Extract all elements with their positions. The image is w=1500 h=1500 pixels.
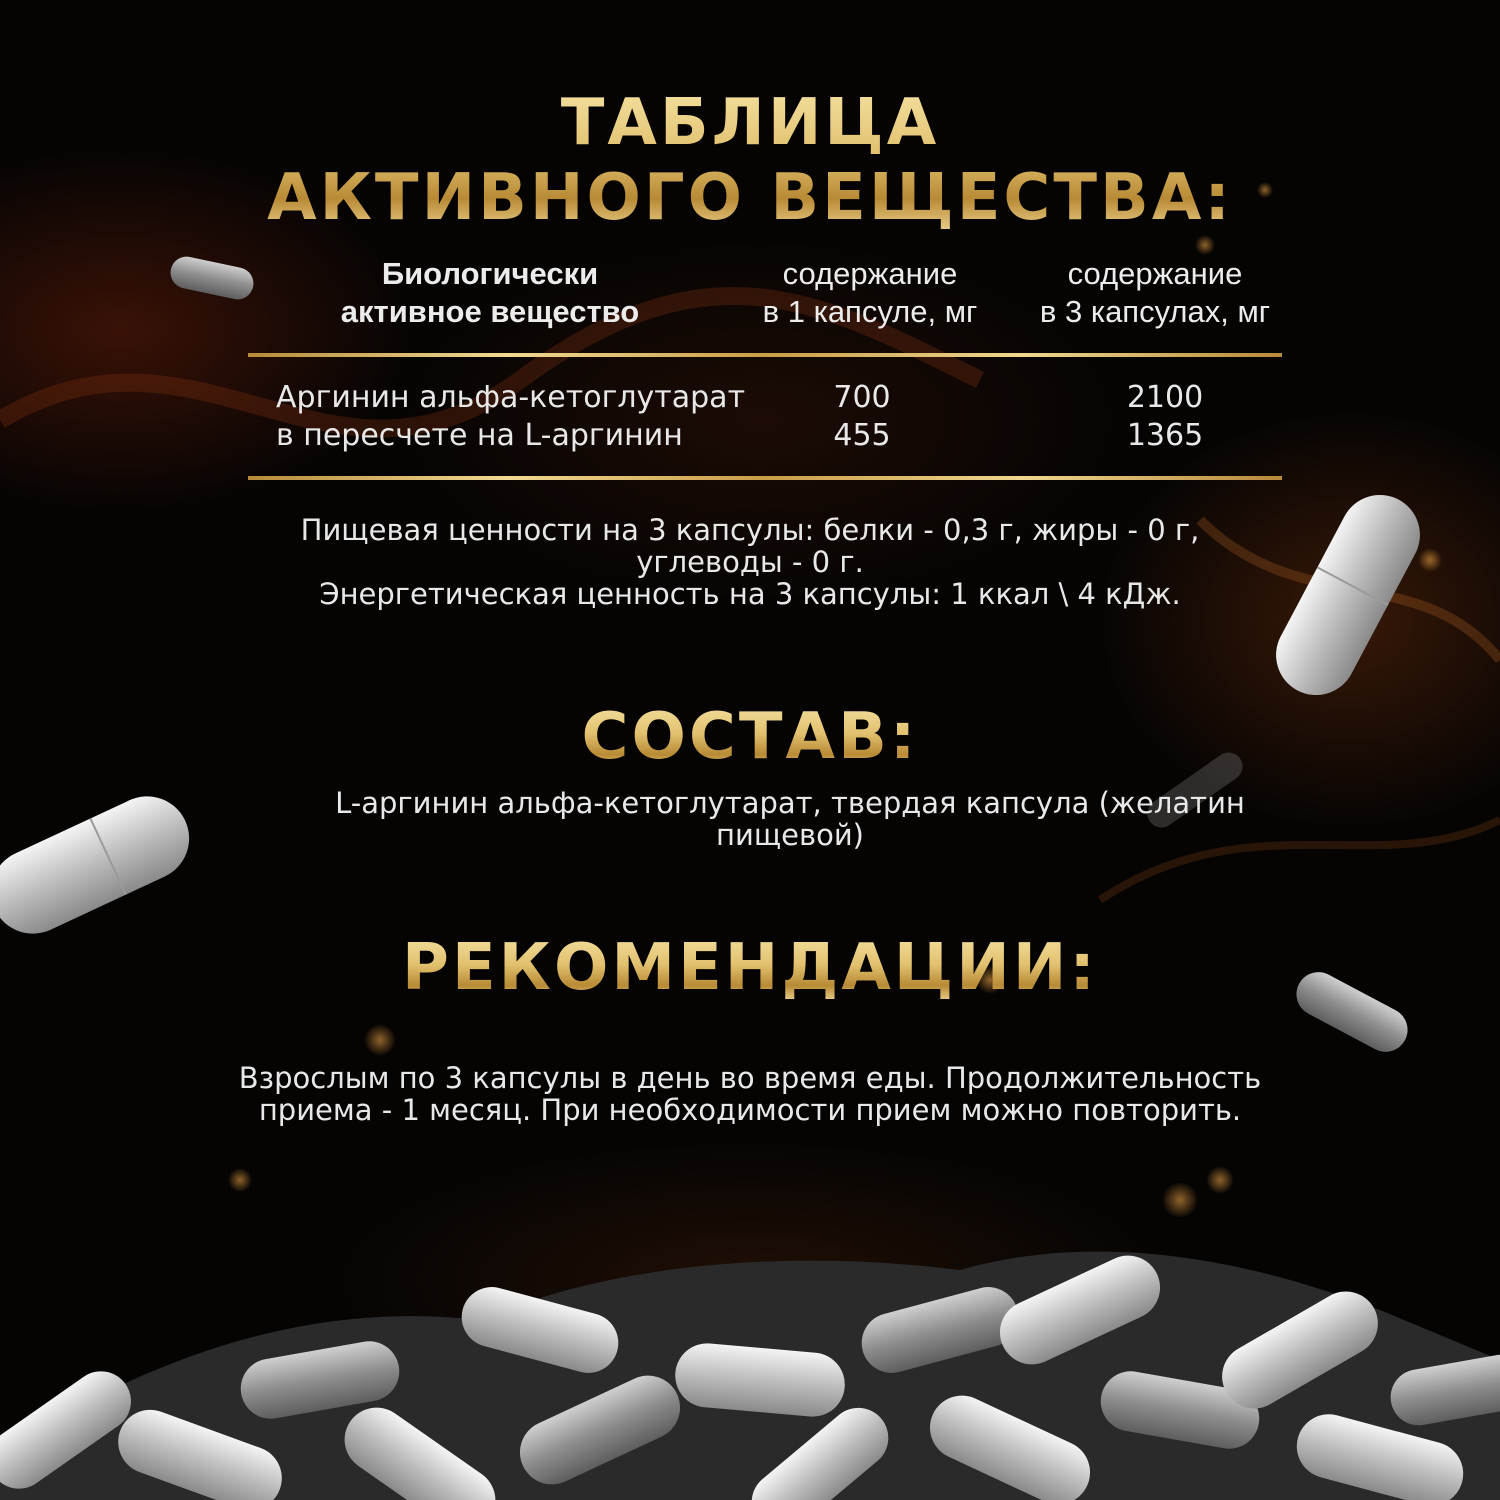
header-substance-line2: активное вещество <box>340 294 640 329</box>
table-rule-bottom <box>248 476 1282 480</box>
row-2-name: в пересчете на L-аргинин <box>276 418 683 453</box>
row-2-per-3: 1365 <box>1126 418 1204 453</box>
capsule-small-left <box>168 254 257 303</box>
row-1-per-3: 2100 <box>1126 380 1204 415</box>
table-header-substance <box>280 255 700 331</box>
nutrition-line-1: Пищевая ценности на 3 капсулы: белки - 0,3 г, жиры - 0 г, <box>300 513 1200 547</box>
title-line-1: ТАБЛИЦА <box>560 86 940 160</box>
capsule-pile <box>0 1245 1500 1500</box>
row-1-per-1: 700 <box>833 380 891 415</box>
header-per1-line2: в 1 капсуле, мг <box>762 294 978 329</box>
nutrition-line-3: Энергетическая ценность на 3 капсулы: 1 ккал \ 4 кДж. <box>319 577 1181 611</box>
composition-line-2: пищевой) <box>716 818 864 852</box>
recommendations-line-1: Взрослым по 3 капсулы в день во время еды. Продолжительность <box>238 1061 1262 1095</box>
recommendations-heading: РЕКОМЕНДАЦИИ: <box>0 933 1500 1003</box>
page-title <box>0 86 1500 236</box>
header-substance-line1: Биологически <box>381 256 599 291</box>
recommendations-line-2: приема - 1 месяц. При необходимости прием можно повторить. <box>258 1093 1242 1127</box>
recommendations-text <box>0 1062 1500 1126</box>
row-2-per-1: 455 <box>833 418 891 453</box>
header-per1-line1: содержание <box>782 256 958 291</box>
composition-line-1: L-аргинин альфа-кетоглутарат, твердая капсула (желатин <box>335 786 1245 820</box>
row-1-name: Аргинин альфа-кетоглутарат <box>276 380 746 415</box>
table-rule-top <box>248 353 1282 357</box>
title-line-2: АКТИВНОГО ВЕЩЕСТВА: <box>267 161 1233 235</box>
nutrition-line-2: углеводы - 0 г. <box>636 545 864 579</box>
table-header-per-3 <box>1020 255 1290 331</box>
composition-heading: СОСТАВ: <box>0 702 1500 772</box>
nutrition-info <box>0 514 1500 610</box>
header-per3-line2: в 3 капсулах, мг <box>1039 294 1271 329</box>
composition-text <box>40 787 1500 851</box>
table-header-per-1 <box>740 255 1000 331</box>
header-per3-line1: содержание <box>1067 256 1243 291</box>
